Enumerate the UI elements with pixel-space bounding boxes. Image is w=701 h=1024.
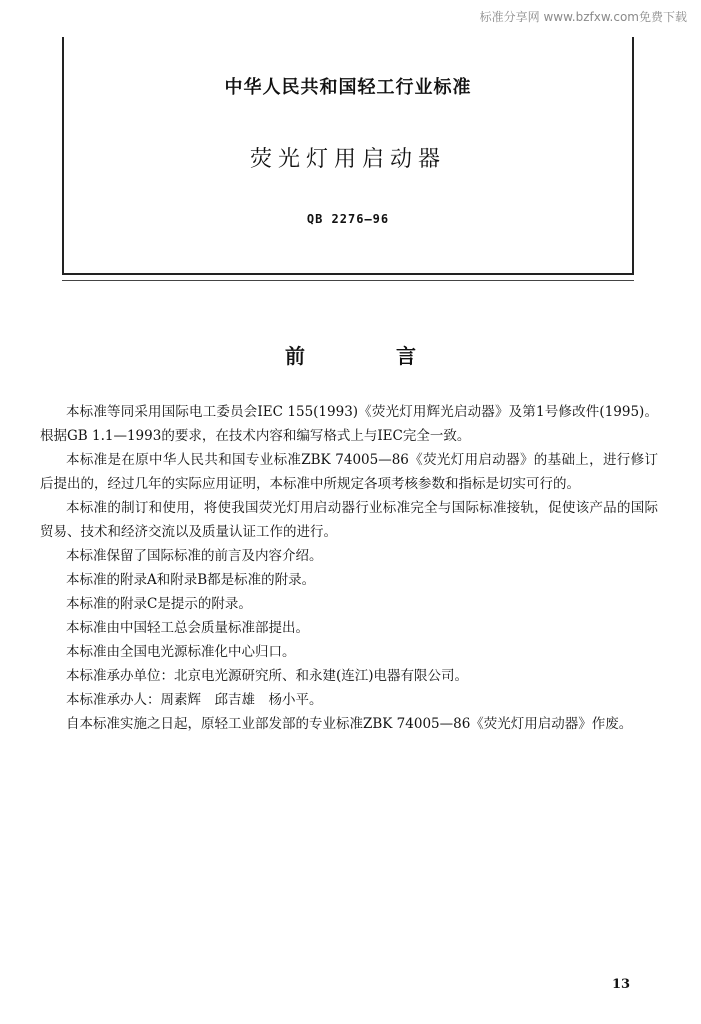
preface-body	[40, 400, 658, 736]
paragraph: 本标准保留了国际标准的前言及内容介绍。	[66, 548, 323, 564]
paragraph: 本标准由全国电光源标准化中心归口。	[66, 644, 296, 660]
paragraph: 本标准承办单位：北京电光源研究所、和永建(连江)电器有限公司。	[66, 668, 469, 684]
paragraph: 本标准承办人：周素辉 邱吉雄 杨小平。	[66, 692, 323, 708]
paragraph: 本标准由中国轻工总会质量标准部提出。	[66, 620, 309, 636]
standard-category: 中华人民共和国轻工行业标准	[224, 77, 472, 98]
title-box	[62, 37, 634, 275]
paragraph: 本标准是在原中华人民共和国专业标准ZBK 74005—86《荧光灯用启动器》的基础上，进行修订后提出的，经过几年的实际应用证明，本标准中所规定各项考核参数和指标是切实可行的。	[40, 452, 658, 492]
standard-title: 荧光灯用启动器	[249, 147, 446, 172]
paragraph: 自本标准实施之日起，原轻工业部发部的专业标准ZBK 74005—86《荧光灯用启动器》作废。	[66, 716, 633, 732]
preface-heading: 前 言	[285, 344, 458, 368]
standard-code: QB 2276—96	[306, 212, 390, 226]
watermark: 标准分享网 www.bzfxw.com免费下载	[479, 10, 687, 24]
paragraph: 本标准的附录A和附录B都是标准的附录。	[66, 572, 316, 588]
page-number: 13	[612, 977, 631, 992]
paragraph: 本标准等同采用国际电工委员会IEC 155(1993)《荧光灯用辉光启动器》及第1号修改件(1995)。根据GB 1.1—1993的要求，在技术内容和编写格式上与IEC完全一致。	[40, 404, 658, 444]
paragraph: 本标准的附录C是提示的附录。	[66, 596, 252, 612]
paragraph: 本标准的制订和使用，将使我国荧光灯用启动器行业标准完全与国际标准接轨，促使该产品的国际贸易、技术和经济交流以及质量认证工作的进行。	[40, 500, 658, 540]
